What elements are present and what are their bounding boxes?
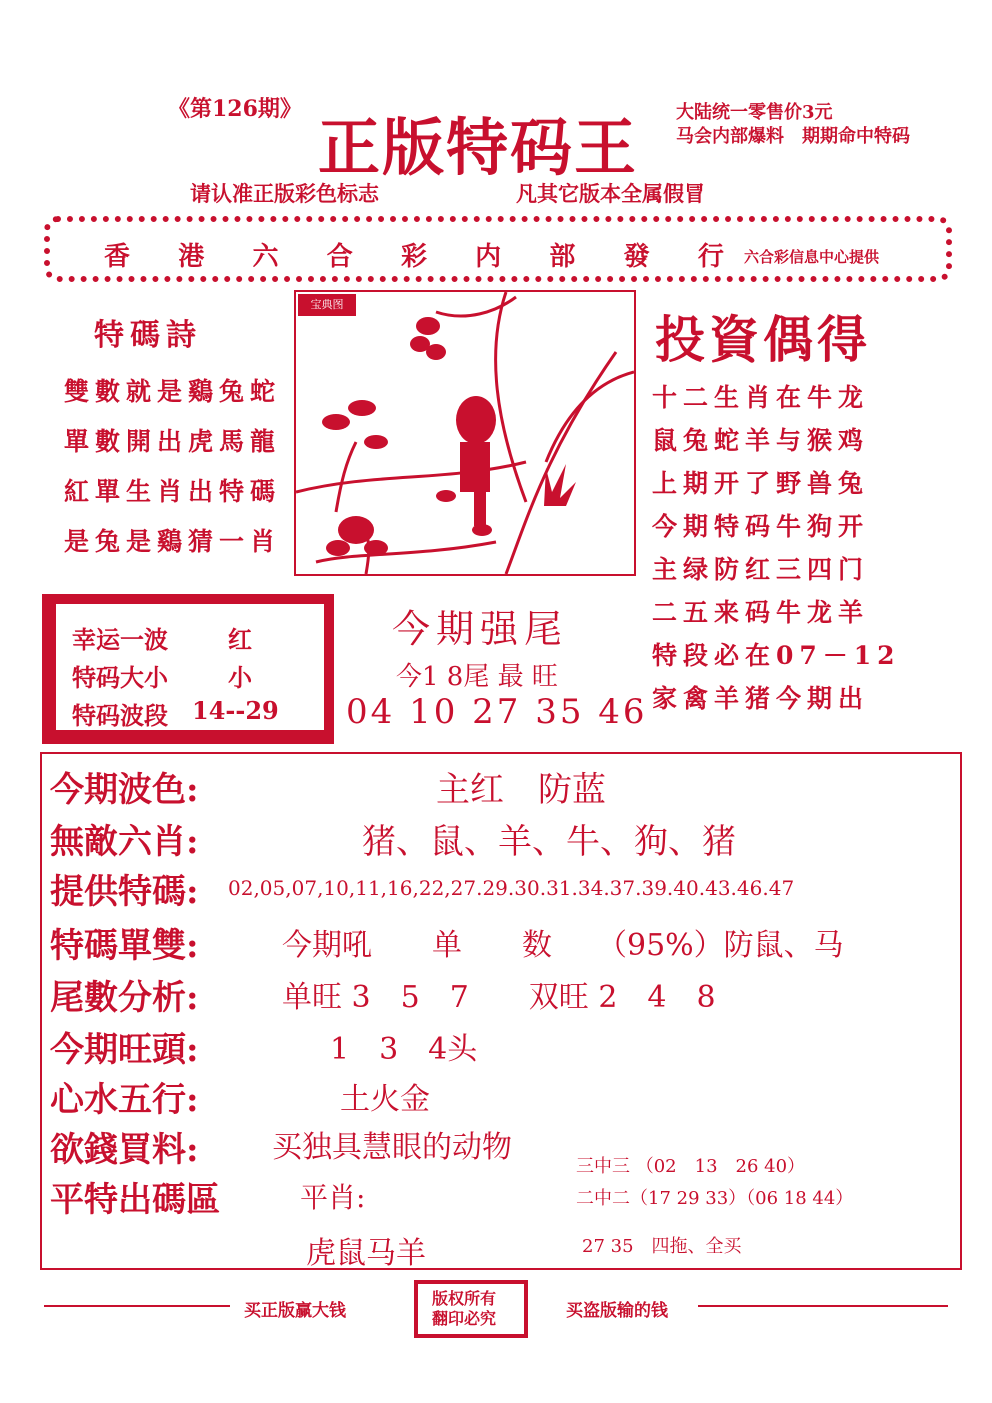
banner-char: 部 <box>549 242 576 272</box>
banner-char: 行 <box>697 242 724 272</box>
flat-zodiac-value: 虎鼠马羊 <box>306 1236 426 1271</box>
invest-line: 上期开了野兽兔 <box>652 469 870 498</box>
tagline: 马会内部爆料 期期命中特码 <box>676 126 910 147</box>
poem-line: 紅單生肖出特碼 <box>64 477 282 506</box>
banner-char: 香 <box>104 242 131 272</box>
six-zodiac-value: 猪、鼠、羊、牛、狗、猪 <box>362 822 736 862</box>
combo-two: 二中二（17 29 33）（06 18 44） <box>576 1188 854 1209</box>
banner-char: 合 <box>326 242 353 272</box>
range-label: 特码波段 <box>72 701 168 730</box>
authenticity-notice-left: 请认准正版彩色标志 <box>190 181 379 206</box>
page-title: 正版特码王 <box>318 111 639 184</box>
buy-hint-label: 欲錢買料: <box>50 1130 199 1170</box>
invest-line: 特段必在07－12 <box>652 641 901 670</box>
poem-line: 雙數就是鷄兔蛇 <box>64 377 282 406</box>
range-value: 14--29 <box>192 696 279 725</box>
issue-number: 《第126期》 <box>168 96 302 122</box>
poem-line: 單數開出虎馬龍 <box>64 427 282 456</box>
no-reprint-line: 翻印必究 <box>432 1309 497 1328</box>
six-zodiac-label: 無敵六肖: <box>50 822 199 862</box>
strong-tail-subtitle: 今1 8尾 最 旺 <box>396 662 558 692</box>
odd-even-label: 特碼單雙: <box>50 926 199 966</box>
copyright-line: 版权所有 <box>432 1289 497 1308</box>
footer-line-right <box>698 1305 948 1307</box>
invest-line: 家禽羊猪今期出 <box>652 684 870 713</box>
invest-line: 十二生肖在牛龙 <box>652 383 870 412</box>
invest-line: 鼠兔蛇羊与猴鸡 <box>652 426 870 455</box>
combo-three: 三中三 （02 13 26 40） <box>576 1156 806 1177</box>
five-elements-label: 心水五行: <box>50 1080 199 1120</box>
size-value: 小 <box>228 663 252 692</box>
wave-color-value: 主红 防蓝 <box>436 770 606 810</box>
special-numbers-label: 提供特碼: <box>50 872 199 912</box>
strong-tail-numbers: 04 10 27 35 46 <box>346 692 648 732</box>
lucky-wave-label: 幸运一波 <box>72 625 168 654</box>
banner-text <box>104 236 724 273</box>
banner-provider: 六合彩信息中心提供 <box>744 248 880 266</box>
combo-drag: 27 35 四拖、全买 <box>582 1236 742 1257</box>
size-label: 特码大小 <box>72 663 168 692</box>
poem-line: 是兔是鷄猜一肖 <box>64 527 282 556</box>
footer-line-left <box>44 1305 230 1307</box>
banner-char: 内 <box>475 242 502 272</box>
footer-right-text: 买盗版输的钱 <box>566 1301 668 1321</box>
invest-line: 今期特码牛狗开 <box>652 512 870 541</box>
seal-stamp: 宝典图 <box>298 294 356 316</box>
invest-title: 投資偶得 <box>655 310 871 369</box>
invest-line: 主绿防红三四门 <box>652 555 870 584</box>
banner-char: 港 <box>178 242 205 272</box>
banner-char: 彩 <box>400 242 427 272</box>
illustration-drawing <box>296 292 634 574</box>
footer-left-text: 买正版赢大钱 <box>244 1301 346 1321</box>
tail-analysis-value: 单旺 3 5 7 双旺 2 4 8 <box>282 980 716 1015</box>
special-numbers-value: 02,05,07,10,11,16,22,27.29.30.31.34.37.39.40.43.46.47 <box>228 876 795 900</box>
wave-color-label: 今期波色: <box>50 770 199 810</box>
head-value: 1 3 4头 <box>330 1032 478 1067</box>
banner-char: 發 <box>623 242 650 272</box>
illustration <box>294 290 636 576</box>
authenticity-notice-right: 凡其它版本全属假冒 <box>516 181 705 206</box>
poem-title: 特碼詩 <box>94 318 202 353</box>
lucky-wave-value: 红 <box>228 625 252 654</box>
flat-zodiac-label: 平肖: <box>300 1181 366 1214</box>
buy-hint-value: 买独具慧眼的动物 <box>272 1130 512 1165</box>
invest-line: 二五来码牛龙羊 <box>652 598 870 627</box>
odd-even-value: 今期吼 单 数 （95%）防鼠、马 <box>282 928 844 963</box>
tail-analysis-label: 尾數分析: <box>50 978 199 1018</box>
flat-special-label: 平特出碼區 <box>50 1180 220 1220</box>
strong-tail-title: 今期强尾 <box>392 607 569 651</box>
banner-char: 六 <box>252 242 279 272</box>
five-elements-value: 土火金 <box>340 1082 430 1117</box>
head-label: 今期旺頭: <box>50 1030 199 1070</box>
price-line: 大陆统一零售价3元 <box>676 102 833 123</box>
